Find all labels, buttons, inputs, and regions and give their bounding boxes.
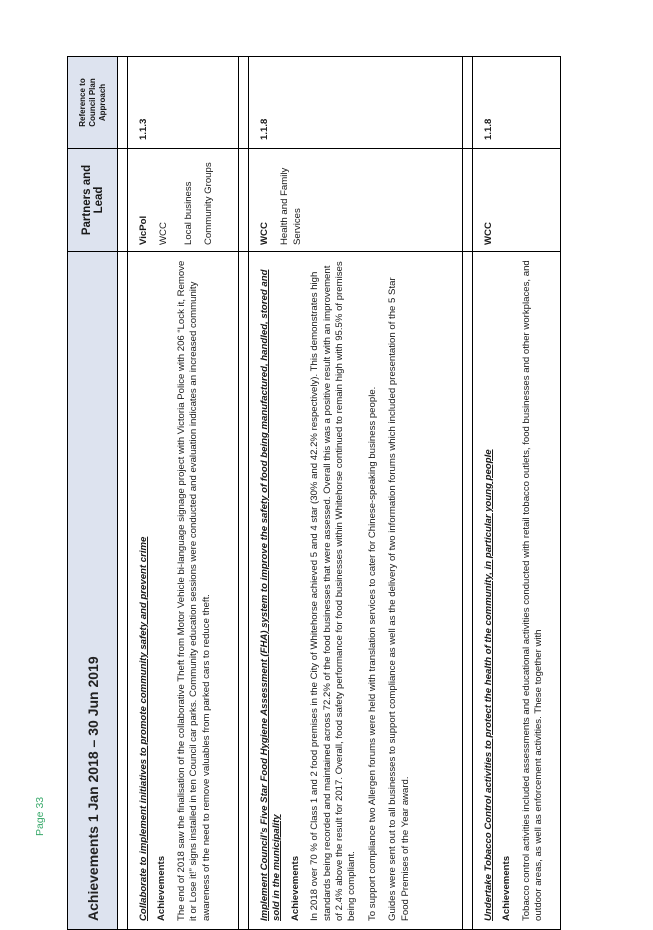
table-row	[473, 57, 561, 930]
objective-title: Undertake Tobacco Control activities to protect the health of the community, in particular young people	[483, 449, 494, 921]
achievements-label: Achievements	[501, 855, 513, 921]
achievements-table	[67, 56, 561, 930]
header-ref-line: Council Plan	[87, 78, 97, 127]
table-row	[249, 57, 463, 930]
partner-item: Local business	[182, 181, 194, 245]
achievement-paragraph: Tobacco control activities included assessments and educational activities conducted with retail tobacco outlets, food businesses and other workplaces, and outdoor areas, as well as enforcement activities. These together with	[520, 260, 545, 921]
partners-cell	[128, 149, 239, 252]
partner-item: Community Groups	[203, 162, 215, 245]
header-reference-council-plan	[68, 57, 118, 149]
achievements-label: Achievements	[289, 855, 301, 921]
rotated-page-content	[67, 57, 634, 930]
header-ref-line: Reference to	[77, 78, 87, 127]
partner-lead: VicPol	[138, 215, 149, 245]
achievement-paragraph: The end of 2018 saw the finalisation of the collaborative Theft from Motor Vehicle bi-language signage project with Victoria Police with 206 “Lock it, Remove it or Lose it!” signs installed in ten Council car parks. Community education sessions were conducted and evaluation indicates an increased community awareness of the need to remove valuables from parked cars to reduce theft.	[175, 260, 212, 921]
spacer-row	[239, 57, 249, 930]
achievement-paragraph: Guides were sent out to all businesses to support compliance as well as the delivery of two information forums which included presentation of the 5 Star Food Premises of the Year award.	[387, 277, 411, 921]
objective-title: Collaborate to implement initiatives to promote community safety and prevent crime	[138, 536, 149, 921]
partner-item: WCC	[158, 222, 170, 245]
page-number	[34, 776, 48, 836]
partner-lead: WCC	[259, 222, 270, 245]
header-ref-line: Approach	[97, 83, 107, 122]
achievements-label: Achievements	[156, 855, 168, 921]
reference-cell: 1.1.3	[128, 57, 239, 149]
header-partners-and-lead: Partners and Lead	[68, 149, 118, 252]
spacer-row	[118, 57, 128, 930]
partners-cell	[249, 149, 463, 252]
achievement-paragraph: In 2018 over 70 % of Class 1 and 2 food premises in the City of Whitehorse achieved 5 and 4 star (30% and 42.2% respectively). This demonstrates high standards being recorded and maintained across 72.2% of the food businesses that were assessed. Overall this was a positive result with an improvement of 2.4% above the result for 2017. Overall, food safety performance for food businesses within Whitehorse continued to remain high with 95.5% of premises being compliant.	[309, 261, 358, 921]
reference-cell: 1.1.8	[473, 57, 561, 149]
table-header-row	[68, 57, 118, 930]
objective-title: Implement Council’s Five Star Food Hygiene Assessment (FHA) system to improve the safety of food being manufactured, handled, stored and sold in the municipality	[259, 269, 283, 921]
page-number-text: Page 33	[34, 796, 46, 836]
partner-item: Health and Family Services	[279, 167, 303, 245]
achievement-description	[128, 252, 239, 930]
achievement-description	[473, 252, 561, 930]
partners-cell	[473, 149, 561, 252]
achievement-paragraph: To support compliance two Allergen forums were held with translation services to cater for Chinese-speaking business people.	[366, 386, 378, 921]
table-row	[128, 57, 239, 930]
spacer-row	[463, 57, 473, 930]
partner-lead: WCC	[483, 222, 494, 245]
reference-cell: 1.1.8	[249, 57, 463, 149]
header-achievements-title: Achievements 1 Jan 2018 – 30 Jun 2019	[68, 252, 118, 930]
achievement-description	[249, 252, 463, 930]
